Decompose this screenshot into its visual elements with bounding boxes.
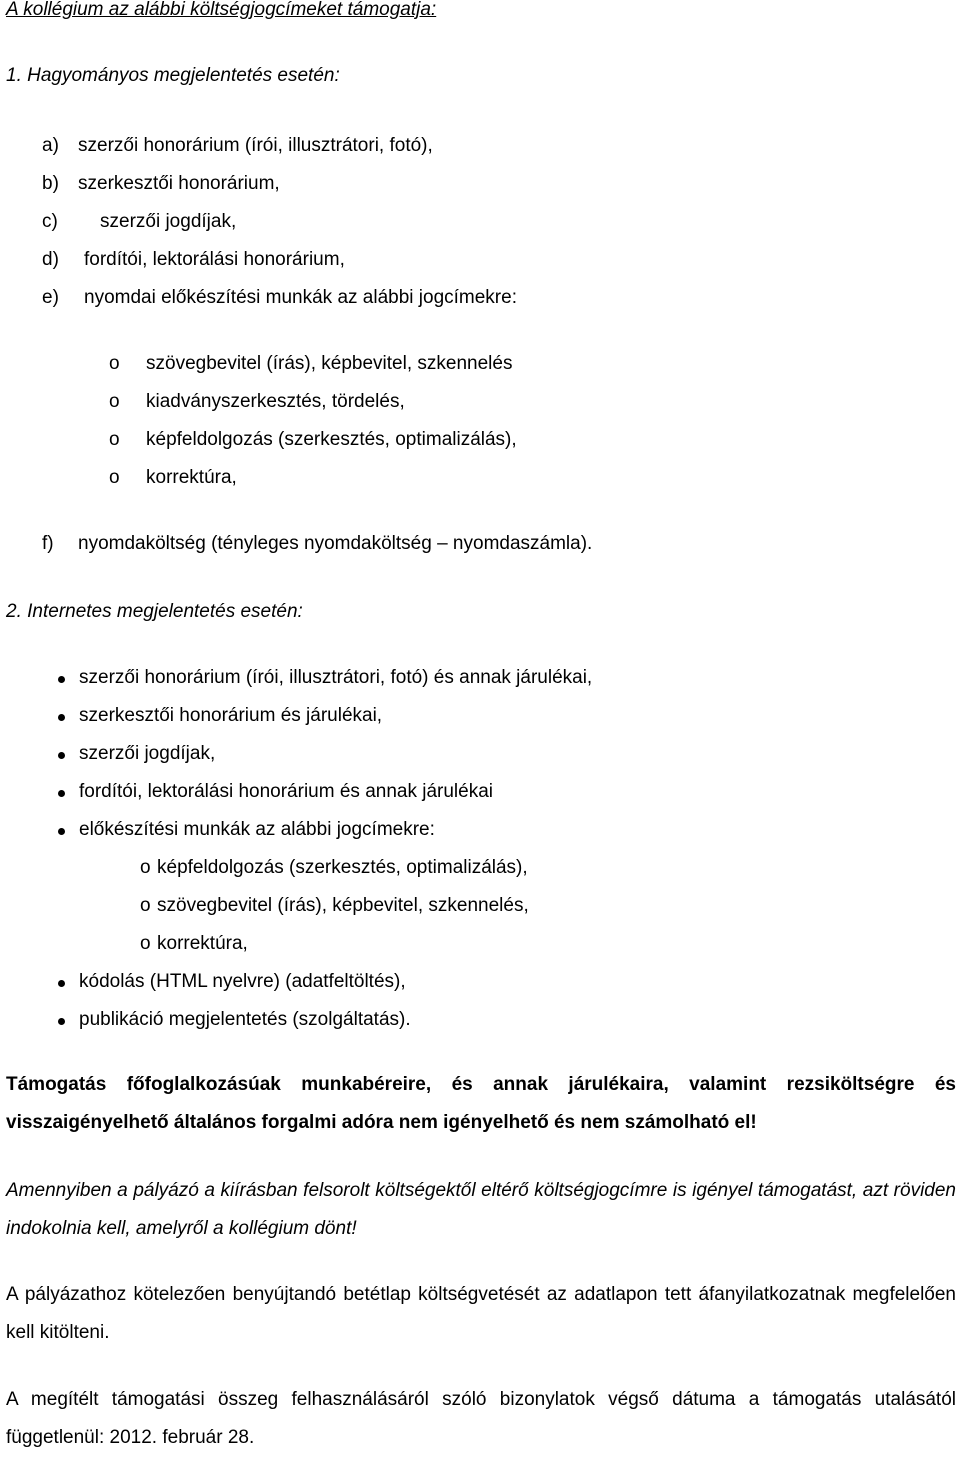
bullet-icon [58,828,65,835]
list-item: fordítói, lektorálási honorárium, [84,249,345,270]
sublist-item: szövegbevitel (írás), képbevitel, szkennelés [146,353,513,374]
bold-notice: Támogatás főfoglalkozásúak munkabéreire, és annak járulékaira, valamint rezsiköltségre és visszaigényelhető általános forgalmi adóra nem igényelhető és nem számolható el! [6,1074,956,1133]
list-marker: f) [42,533,54,554]
bullet-item: előkészítési munkák az alábbi jogcímekre: [79,819,435,840]
section2-title: 2. Internetes megjelentetés esetén: [6,601,303,622]
bullet-item: fordítói, lektorálási honorárium és annak járulékai [79,781,493,802]
bullet-icon [58,1018,65,1025]
bullet-item: szerzői honorárium (írói, illusztrátori, fotó) és annak járulékai, [79,667,593,688]
sublist-marker: o [109,391,120,412]
bullet-icon [58,980,65,987]
sublist-item: képfeldolgozás (szerkesztés, optimalizálás), [146,429,517,450]
bullet-item: szerzői jogdíjak, [79,743,216,764]
sublist-marker: o [109,429,120,450]
sublist-item: képfeldolgozás (szerkesztés, optimalizálás), [157,857,528,878]
list-marker: a) [42,135,59,156]
sublist-marker: o [140,895,151,916]
list-marker: c) [42,211,58,232]
list-item: szerzői honorárium (írói, illusztrátori, fotó), [78,135,433,156]
list-marker: d) [42,249,59,270]
sublist-item: szövegbevitel (írás), képbevitel, szkennelés, [157,895,529,916]
sublist-marker: o [140,857,151,878]
sublist-marker: o [109,353,120,374]
italic-notice: Amennyiben a pályázó a kiírásban felsorolt költségektől eltérő költségjogcímre is igényel támogatást, azt röviden indokolnia kell, amelyről a kollégium dönt! [6,1180,956,1239]
section1-title: 1. Hagyományos megjelentetés esetén: [6,65,340,86]
sublist-item: korrektúra, [146,467,237,488]
bullet-item: kódolás (HTML nyelvre) (adatfeltöltés), [79,971,406,992]
list-item: nyomdai előkészítési munkák az alábbi jogcímekre: [84,287,517,308]
sublist-marker: o [109,467,120,488]
bullet-icon [58,714,65,721]
list-item: szerkesztői honorárium, [78,173,280,194]
list-marker: e) [42,287,59,308]
budget-paragraph: A pályázathoz kötelezően benyújtandó betétlap költségvetését az adatlapon tett áfanyilatkozatnak megfelelően kell kitölteni. [6,1284,956,1343]
sublist-marker: o [140,933,151,954]
list-item: szerzői jogdíjak, [100,211,237,232]
bullet-icon [58,676,65,683]
bullet-item: publikáció megjelentetés (szolgáltatás). [79,1009,411,1030]
sublist-item: korrektúra, [157,933,248,954]
list-item: nyomdaköltség (tényleges nyomdaköltség – nyomdaszámla). [78,533,593,554]
page-header: A kollégium az alábbi költségjogcímeket támogatja: [6,0,437,20]
list-marker: b) [42,173,59,194]
bullet-item: szerkesztői honorárium és járulékai, [79,705,383,726]
sublist-item: kiadványszerkesztés, tördelés, [146,391,405,412]
deadline-paragraph: A megítélt támogatási összeg felhasználásáról szóló bizonylatok végső dátuma a támogatás utalásától függetlenül: 2012. február 28. [6,1389,956,1448]
bullet-icon [58,790,65,797]
bullet-icon [58,752,65,759]
